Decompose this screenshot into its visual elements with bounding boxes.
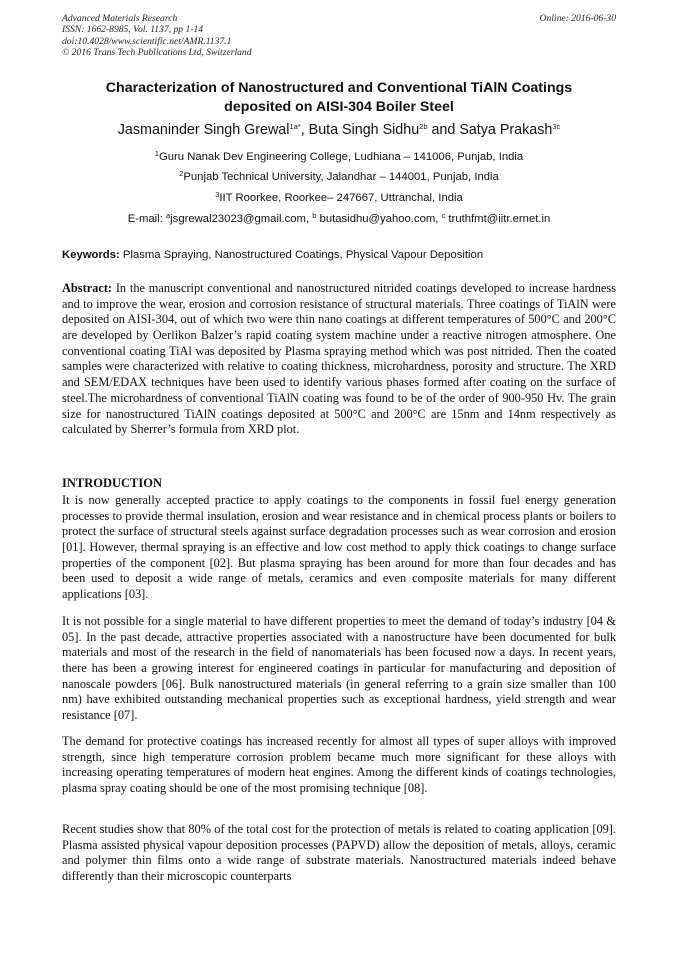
email-label: E-mail: [127, 213, 166, 225]
email-a[interactable]: jsgrewal23023@gmail.com, [170, 213, 313, 225]
journal-header [62, 13, 252, 58]
title-line-1: Characterization of Nanostructured and Conventional TiAlN Coatings [105, 80, 573, 96]
keywords [62, 248, 616, 262]
keywords-label: Keywords: [62, 249, 120, 261]
author-1-name: Jasmaninder Singh Grewal [117, 122, 290, 138]
email-c[interactable]: truthfmt@iitr.ernet.in [445, 213, 551, 225]
affiliation-2-mark: 2 [179, 169, 184, 178]
affiliation-3-mark: 3 [215, 190, 220, 199]
author-separator: and [427, 122, 460, 138]
abstract-text: In the manuscript conventional and nanostructured nitrided coatings developed to increase hardness and to improve the wear, erosion and corrosion resistance of structural materials. Three coatings of TiAlN were deposited on AISI-304, out of which two were thin nano coatings at different temperatures of 500°C and 200°C are developed by Oerlikon Balzer’s rapid coating system machine under a reactive nitrogen atmosphere. One conventional coating TiAl was deposited by Plasma spraying method which was post nitrided. Then the coated samples were characterized with relative to coating thickness, microhardness, porosity and structure. The XRD and SEM/EDAX techniques have been used to identify various phases formed after coating on the surface of steel.The microhardness of conventional TiAlN coating was found to be of the order of 900-950 Hv. The grain size for nanostructured TiAlN coatings deposited at 500°C and 200°C are 15nm and 14nm respectively as calculated by Sherrer’s formula from XRD plot. [62, 281, 616, 437]
author-2-name: Buta Singh Sidhu [308, 122, 420, 138]
abstract-label: Abstract: [62, 281, 113, 295]
author-list [62, 120, 616, 140]
affiliation-1-text: Guru Nanak Dev Engineering College, Ludhiana – 141006, Punjab, India [158, 151, 524, 163]
affiliation-3-text: IIT Roorkee, Roorkee– 247667, Uttranchal, India [219, 192, 463, 204]
copyright-line: © 2016 Trans Tech Publications Ltd, Switzerland [62, 46, 252, 58]
author-separator: , [300, 122, 309, 138]
journal-name: Advanced Materials Research [62, 13, 178, 24]
intro-paragraph-3: The demand for protective coatings has increased recently for almost all types of super alloys with improved strength, since high temperature corrosion problem became much more significant for these alloys with increasing operating temperatures of modern heat engines. Among the different kinds of coatings technologies, plasma spray coating should be one of the most promising technique [08]. [62, 734, 616, 796]
intro-paragraph-4: Recent studies show that 80% of the total cost for the protection of metals is related to coating application [09]. Plasma assisted physical vapour deposition processes (PAPVD) allow the deposition of metals, alloys, ceramic and polymer thin films onto a wide range of substrate materials. Nanostructured materials indeed behave differently than their microscopic counterparts [62, 822, 616, 884]
author-3-affiliation-mark: 3c [552, 122, 561, 131]
doi-line: doi:10.4028/www.scientific.net/AMR.1137.1 [62, 35, 232, 47]
author-1-affiliation-mark: 1a* [289, 122, 301, 131]
title-line-2: deposited on AISI-304 Boiler Steel [224, 98, 454, 115]
author-3-name: Satya Prakash [459, 122, 553, 138]
affiliation-2 [62, 170, 616, 184]
author-2-affiliation-mark: 2b [419, 122, 428, 131]
intro-paragraph-1: It is now generally accepted practice to apply coatings to the components in fossil fuel energy generation processes to provide thermal insulation, erosion and wear resistance and in chemical process plants or boilers to protect the surface of structural steels against surface degradation processes such as wear corrosion and erosion [01]. However, thermal spraying is an effective and low cost method to apply thick coatings to change surface properties of the component [02]. But plasma spraying has been around for more than four decades and has been used to deposit a wide range of metals, ceramics and even composite materials for many different applications [03]. [62, 493, 616, 602]
email-b[interactable]: butasidhu@yahoo.com, [316, 213, 442, 225]
affiliation-1 [62, 150, 616, 164]
email-a-mark: a [165, 211, 171, 220]
affiliation-2-text: Punjab Technical University, Jalandhar – 144001, Punjab, India [183, 171, 499, 183]
online-date: Online: 2016-06-30 [539, 13, 616, 24]
email-c-mark: c [441, 211, 446, 220]
section-heading-introduction: INTRODUCTION [62, 476, 163, 490]
keywords-text: Plasma Spraying, Nanostructured Coatings, Physical Vapour Deposition [119, 249, 484, 261]
email-line [62, 212, 616, 226]
email-b-mark: b [312, 211, 317, 220]
affiliation-3 [62, 191, 616, 205]
paper-title [62, 79, 616, 116]
abstract [62, 281, 616, 438]
affiliation-1-mark: 1 [154, 149, 159, 158]
intro-paragraph-2: It is not possible for a single material to have different properties to meet the demand of today’s industry [04 & 05]. In the past decade, attractive properties associated with a nanostructure have been documented for bulk materials and most of the research in the field of nanomaterials has been focused now a days. In recent years, there has been a growing interest for engineered coatings in particular for manufacturing and deposition of nanoscale powders [06]. Bulk nanostructured materials (in general referring to a grain size smaller than 100 nm) have exhibited outstanding mechanical properties such as exceptional hardness, yield strength and wear resistance [07]. [62, 614, 616, 723]
issn-line: ISSN: 1662-8985, Vol. 1137, pp 1-14 [62, 24, 204, 36]
